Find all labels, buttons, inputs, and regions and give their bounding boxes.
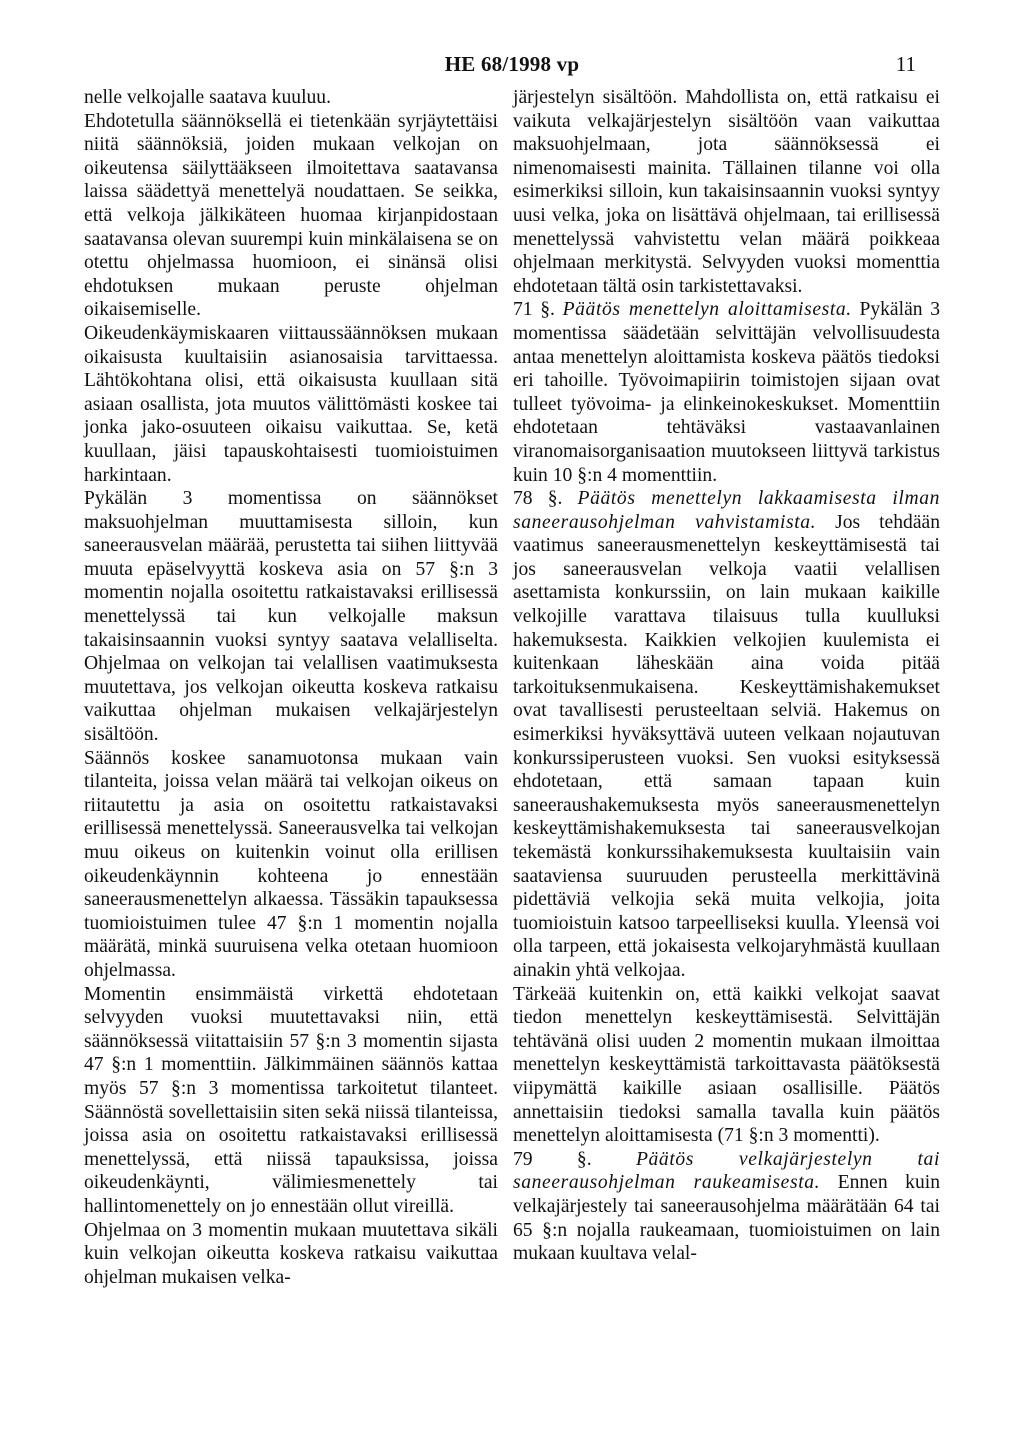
section-79 (513, 1148, 940, 1266)
section-number: 79 §. (513, 1148, 592, 1170)
paragraph: Ohjelmaa on 3 momentin mukaan muutettava sikäli kuin velkojan oikeutta koskeva ratkaisu vaikuttaa ohjelman mukaisen velka- (84, 1219, 498, 1288)
left-column (84, 86, 498, 1289)
section-78 (513, 487, 940, 982)
paragraph: Momentin ensimmäistä virkettä ehdotetaan selvyyden vuoksi muutettavaksi niin, että säännöksessä viitattaisiin 57 §:n 3 momentin sijasta 47 §:n 1 momenttiin. Jälkimmäinen säännös kattaa myös 57 §:n 3 momentissa tarkoitetut tilanteet. Säännöstä sovellettaisiin siten sekä niissä tilanteissa, joissa asia on osoitettu ratkaistavaksi erillisessä menettelyssä, että niissä tapauksissa, joissa oikeudenkäynti, välimiesmenettely tai hallintomenettely on jo ennestään ollut vireillä. (84, 983, 498, 1217)
right-column (513, 86, 940, 1266)
section-number: 78 §. (513, 488, 563, 510)
paragraph: Pykälän 3 momentissa on säännökset maksuohjelman muuttamisesta silloin, kun saneerausvelan määrää, perustetta tai siihen liittyvää muuta epäselvyyttä koskeva asia on 57 §:n 3 momentin nojalla osoitettu ratkaistavaksi erillisessä menettelyssä tai kun velkojalle maksun takaisinsaannin vuoksi syntyy saatava velalliselta. Ohjelmaa on velkojan tai velallisen vaatimuksesta muutettava, jos velkojan oikeutta koskeva ratkaisu vaikuttaa ohjelman mukaisen velkajärjestelyn sisältöön. (84, 488, 498, 746)
section-body: Ennen kuin velkajärjestely tai saneerausohjelma määrätään 64 tai 65 §:n nojalla raukeamaan, tuomioistuimen on lain mukaan kuultava velal- (513, 1172, 940, 1265)
paragraph: järjestelyn sisältöön. Mahdollista on, että ratkaisu ei vaikuta velkajärjestelyn sisältöön vaan vaikuttaa maksuohjelmaan, jota säännöksessä ei nimenomaisesti mainita. Tällainen tilanne voi olla esimerkiksi silloin, kun takaisinsaannin vuoksi syntyy uusi velka, joka on lisättävä ohjelmaan, tai erillisessä menettelyssä vahvistettu velan määrä poikkeaa ohjelmaan merkitystä. Selvyyden vuoksi momenttia ehdotetaan tältä osin tarkistettavaksi. (513, 87, 940, 297)
paragraph: Oikeudenkäymiskaaren viittaussäännöksen mukaan oikaisusta kuultaisiin asianosaisia tarvittaessa. Lähtökohtana olisi, että oikaisusta kuullaan sitä asiaan osallista, jota muutos välittömästi koskee tai jonka jako-osuuteen oikaisu vaikuttaa. Se, ketä kuullaan, jäisi tapauskohtaisesti tuomioistuimen harkintaan. (84, 322, 498, 486)
paragraph: nelle velkojalle saatava kuuluu. (84, 87, 332, 108)
document-title: HE 68/1998 vp (444, 52, 580, 76)
section-title: Päätös menettelyn aloittamisesta. (562, 299, 852, 321)
paragraph: Tärkeää kuitenkin on, että kaikki velkojat saavat tiedon menettelyn keskeyttämisestä. Selvittäjän tehtävänä olisi uuden 2 momentin mukaan ilmoittaa menettelyn keskeyttämistä tarkoittavasta päätöksestä viipymättä kaikille asiaan osallisille. Päätös annettaisiin tiedoksi samalla tavalla kuin päätös menettelyn aloittamisesta (71 §:n 3 momentti). (513, 983, 940, 1147)
paragraph: Säännös koskee sanamuotonsa mukaan vain tilanteita, joissa velan määrä tai velkojan oikeus on riitautettu ja asia on osoitettu ratkaistavaksi erillisessä menettelyssä. Saneerausvelka tai velkojan muu oikeus on kuitenkin voinut olla erillisen oikeudenkäynnin kohteena jo ennestään saneerausmenettelyn alkaessa. Tässäkin tapauksessa tuomioistuimen tulee 47 §:n 1 momentin nojalla määrätä, minkä suuruisena velka otetaan huomioon ohjelmassa. (84, 747, 498, 981)
section-body: Pykälän 3 momentissa säädetään selvittäjän velvollisuudesta antaa menettelyn aloittamista koskeva päätös tiedoksi eri tahoille. Työvoimapiirin toimistojen sijaan ovat tulleet työvoima- ja elinkeinokeskukset. Momenttiin ehdotetaan tehtäväksi vastaavanlainen viranomaisorganisaation muutokseen liittyvä tarkistus kuin 10 §:n 4 momenttiin. (513, 299, 940, 486)
section-71 (513, 298, 940, 487)
section-title: Päätös velkajärjestelyn tai saneerausohjelman raukeamisesta. (513, 1148, 940, 1194)
section-body: Jos tehdään vaatimus saneerausmenettelyn keskeyttämisestä tai jos saneerausvelan velkoja vaatii velallisen asettamista konkurssiin, on lain mukaan kaikille velkojille varattava tilaisuus tulla kuulluksi hakemuksesta. Kaikkien velkojien kuulemista ei kuitenkaan läheskään aina voida pitää tarkoituksenmukaisena. Keskeyttämishakemukset ovat tavallisesti perusteeltaan selviä. Hakemus on esimerkiksi hyväksyttävä uuteen velkaan nojautuvan konkurssiperusteen vuoksi. Sen vuoksi esityksessä ehdotetaan, että samaan tapaan kuin saneeraushakemuksesta myös saneerausmenettelyn keskeyttämishakemuksesta tai saneerausvelkojan tekemästä konkurssihakemuksesta kuultaisiin vain saataviensa suuruuden perusteella merkittävinä pidettäviä velkojia sekä muita velkojia, joita tuomioistuin katsoo tarpeelliseksi kuulla. Yleensä voi olla tarpeen, että jokaisesta velkojaryhmästä kuullaan ainakin yhtä velkojaa. (513, 511, 941, 981)
page-header (0, 52, 1024, 82)
page-number: 11 (895, 52, 916, 76)
paragraph: Ehdotetulla säännöksellä ei tietenkään syrjäytettäisi niitä säännöksiä, joiden mukaan velkojan on oikeutensa säilyttääkseen ilmoitettava saatavansa laissa säädettyä menettelyä noudattaen. Se seikka, että velkoja jälkikäteen huomaa kirjanpidostaan saatavansa olevan suurempi kuin minkälaisena se on otettu ohjelmassa huomioon, ei sinänsä olisi ehdotuksen mukaan peruste ohjelman oikaisemiselle. (84, 110, 498, 321)
section-number: 71 §. (513, 299, 555, 321)
section-title: Päätös menettelyn lakkaamisesta ilman saneerausohjelman vahvistamista. (513, 488, 941, 533)
